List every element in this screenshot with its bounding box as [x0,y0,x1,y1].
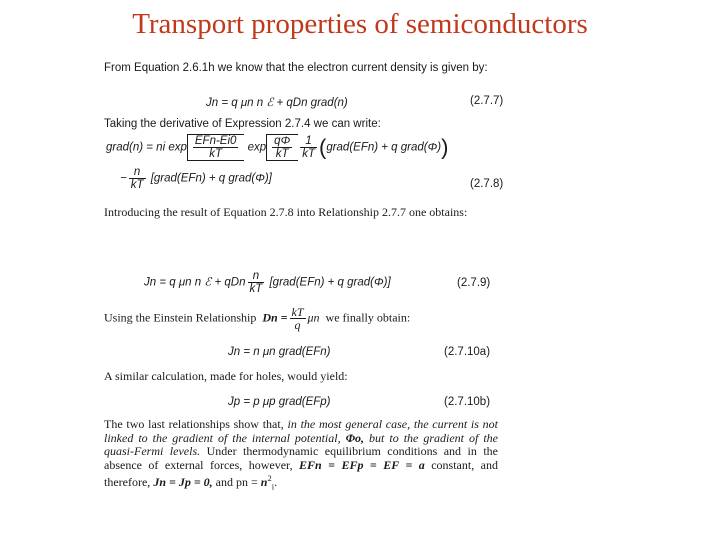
eq278-frac4-num: n [133,166,141,178]
equation-2-7-10b: Jp = p μp grad(EFp) [228,396,331,408]
conclusion-i1: in the most general case, the current is not linked to the gradient of the internal potential, [104,417,498,445]
paragraph-introducing: Introducing the result of Equation 2.7.8 into Relationship 2.7.7 one obtains: [104,205,468,219]
conclusion-s4: and pn = [215,475,258,490]
eq279-post: [grad(EFn) + q grad(Φ)] [269,276,391,289]
conclusion-e4-sub: i [271,481,275,492]
eq278-frac3-num: 1 [305,135,312,147]
equation-2-7-10a: Jn = n μn grad(EFn) [228,346,331,358]
eq278-frac2-den: kT [272,147,292,160]
conclusion-e4: n [260,475,268,490]
eq278-frac4-den: kT [130,179,144,191]
slide-title: Transport properties of semiconductors [132,8,588,40]
conclusion-e1: EFn = EFp = [299,457,377,472]
einstein-post: we finally obtain: [325,310,411,325]
einstein-frac-den: q [290,318,306,331]
eq278-frac3-den: kT [302,148,315,160]
eq279-frac-num: n [252,270,260,282]
equation-number-2-7-9: (2.7.9) [457,277,491,289]
eq278-inner: grad(EFn) + q grad(Φ) [326,141,442,154]
conclusion-end: . [274,475,278,490]
eq278-lhs: grad(n) = ni exp [106,141,187,154]
einstein-pre: Using the Einstein Relationship [104,310,257,325]
equation-2-7-9 [144,270,391,295]
conclusion-s1: The two last relationships show that, [104,417,284,431]
conclusion-e3: Jn = Jp = 0, [153,475,213,490]
paragraph-einstein [104,306,410,331]
eq278-frac1-num: EFn-Ei0 [194,135,237,147]
equation-2-7-8-line1 [106,134,448,161]
conclusion-s2: Under thermodynamic equilibrium conditions and in the absence of external forces, however, [104,444,498,472]
conclusion-phi: Φo, [345,430,365,445]
equation-number-2-7-10a: (2.7.10a) [444,346,491,358]
eq278-line2-rest: [grad(EFn) + q grad(Φ)] [150,172,272,185]
paragraph-holes: A similar calculation, made for holes, would yield: [104,369,348,383]
paragraph-derivative: Taking the derivative of Expression 2.7.4 we can write: [104,118,381,130]
equation-number-2-7-10b: (2.7.10b) [444,396,491,408]
paragraph-intro: From Equation 2.6.1h we know that the electron current density is given by: [104,62,488,74]
conclusion-s3: constant, and therefore, [104,457,498,490]
equation-2-7-8-line2 [120,166,272,191]
conclusion-e4-sup: 2 [267,473,272,484]
equation-number-2-7-7: (2.7.7) [470,95,504,107]
eq278-frac1-den: kT [193,147,239,160]
eq278-minus: − [120,172,127,185]
eq279-frac-den: kT [249,283,263,295]
equation-number-2-7-8: (2.7.8) [470,178,504,190]
paragraph-conclusion [104,418,498,494]
conclusion-e2: EF = a [383,457,425,472]
einstein-mu: μn [307,310,320,325]
eq278-exp2: exp [247,141,267,154]
eq278-paren-close: ) [441,134,449,160]
einstein-frac-num: kT [291,305,304,319]
eq278-paren-open: ( [318,134,327,160]
eq279-pre: Jn = q μn n ℰ + qDn [144,276,246,289]
eq278-frac2-num: qΦ [274,135,291,147]
conclusion-i2: but to the gradient of the quasi-Fermi levels. [104,430,498,459]
einstein-dn: Dn = [262,310,288,325]
equation-2-7-7: Jn = q μn n ℰ + qDn grad(n) [206,97,348,109]
